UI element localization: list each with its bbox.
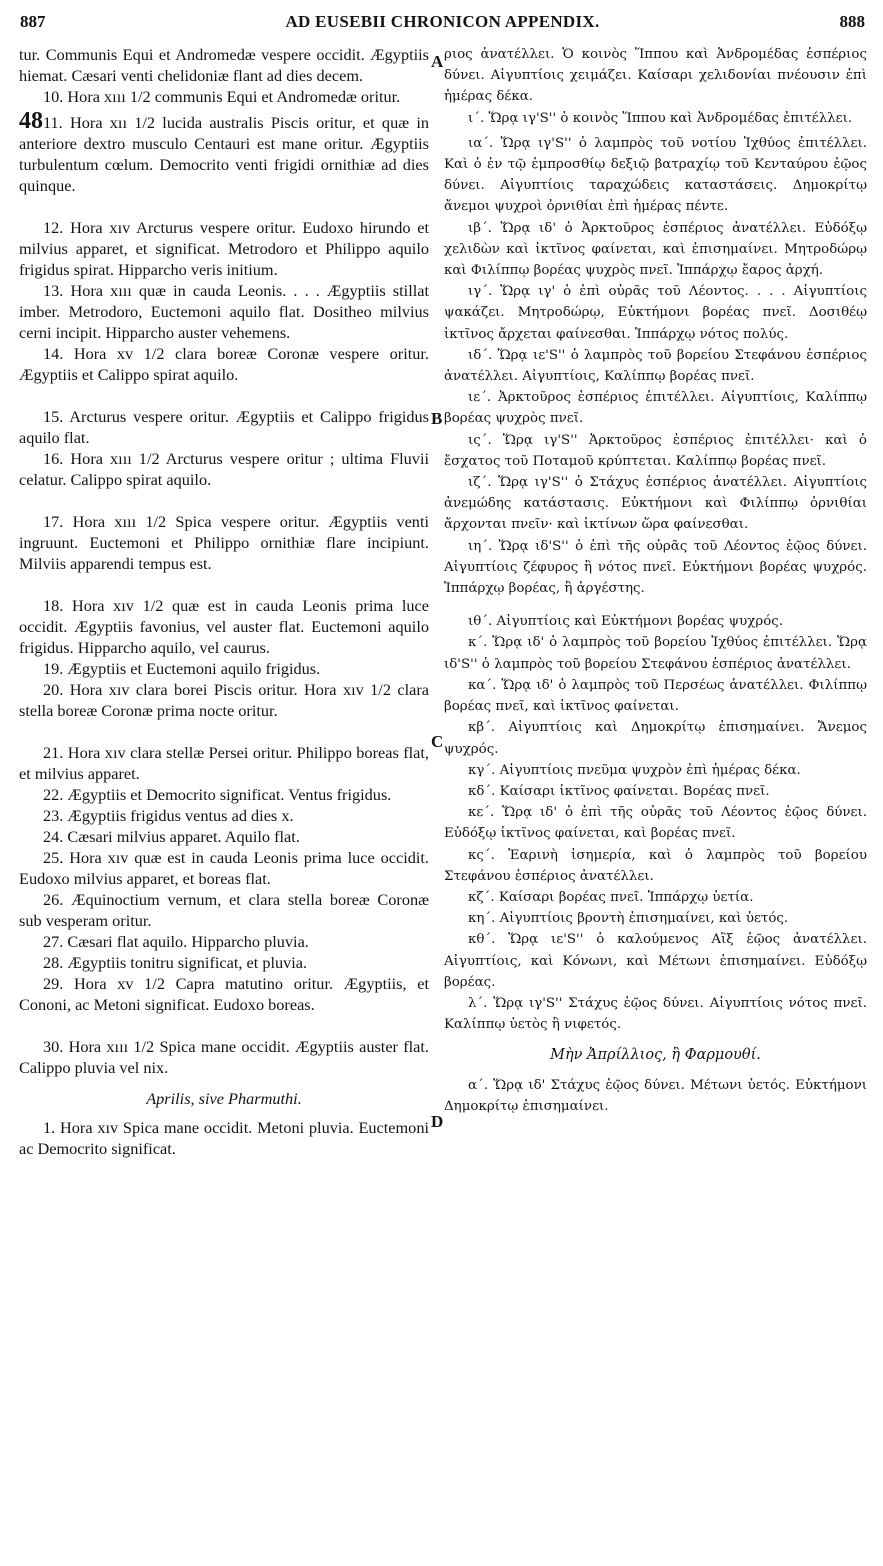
latin-entry: 12. Hora xıv Arcturus vespere oritur. Eudoxo hirundo et milvius apparet, et significat. Metrodoro et Philippo aquilo frigidus spirat. Hipparcho veris initium. [19, 218, 429, 279]
greek-entry: ι΄. Ὥρᾳ ιγ'S'' ὁ κοινὸς Ἵππου καὶ Ἀνδρομέδας ἐπιτέλλει. [468, 110, 853, 126]
greek-column [444, 44, 867, 1117]
greek-entry: κγ΄. Αἰγυπτίοις πνεῦμα ψυχρὸν ἐπὶ ἡμέρας δέκα. [468, 762, 801, 778]
greek-entry: κβ΄. Αἰγυπτίοις καὶ Δημοκρίτῳ ἐπισημαίνει. Ἄνεμος ψυχρός. [444, 720, 867, 757]
greek-entry: κη΄. Αἰγυπτίοις βροντὴ ἐπισημαίνει, καὶ ὑετός. [468, 911, 789, 927]
greek-entry: κς΄. Ἐαρινὴ ἰσημερία, καὶ ὁ λαμπρὸς τοῦ βορείου Στεφάνου ἑσπέριος ἀνατέλλει. [444, 847, 867, 884]
running-title: AD EUSEBII CHRONICON APPENDIX. [285, 12, 600, 31]
latin-entry: 26. Æquinoctium vernum, et clara stella boreæ Coronæ sub vesperam oritur. [19, 890, 429, 930]
latin-entry: 10. Hora xııı 1/2 communis Equi et Andromedæ oritur. [43, 87, 401, 106]
page-number-right: 888 [839, 12, 865, 31]
latin-entry: 19. Ægyptiis et Euctemoni aquilo frigidus. [43, 659, 321, 678]
greek-entry: ιδ΄. Ὥρᾳ ιε'S'' ὁ λαμπρὸς τοῦ βορείου Στεφάνου ἑσπέριος ἀνατέλλει. Αἰγυπτίοις, Καλίππῳ βορέας πνεῖ. [444, 347, 867, 385]
greek-entry: ια΄. Ὥρᾳ ιγ'S'' ὁ λαμπρὸς τοῦ νοτίου Ἰχθύος ἐπιτέλλει. Καὶ ὁ ἐν τῷ ἐμπροσθίῳ δεξιῷ βατραχίῳ τοῦ Κενταύρου ἑῷος δύνει. Αἰγυπτίοις ταραχώδεις καταστάσεις. Δημοκρίτῳ ἄνεμοι ψυχροὶ ὀρνιθίαι ἐπὶ ἡμέρας πέντε. [444, 135, 867, 215]
latin-entry: 24. Cæsari milvius apparet. Aquilo flat. [43, 827, 300, 846]
latin-entry: 29. Hora xv 1/2 Capra matutino oritur. Ægyptiis, et Cononi, ac Metoni significat. Eudoxo boreas. [19, 974, 429, 1014]
latin-column [19, 44, 429, 1159]
latin-entry: 25. Hora xıv quæ est in cauda Leonis prima luce occidit. Eudoxo milvius apparet, et boreas flat. [19, 848, 429, 888]
greek-entry: κε΄. Ὥρᾳ ιδ' ὁ ἐπὶ τῆς οὐρᾶς τοῦ Λέοντος ἑῷος δύνει. Εὐδόξῳ ἰκτῖνος φαίνεται, καὶ βορέας πνεῖ. [444, 805, 867, 842]
greek-entry: κα΄. Ὥρᾳ ιδ' ὁ λαμπρὸς τοῦ Περσέως ἀνατέλλει. Φιλίππῳ βορέας πνεῖ, καὶ ἰκτῖνος φαίνεται. [444, 677, 867, 715]
greek-entry: κζ΄. Καίσαρι βορέας πνεῖ. Ἱππάρχῳ ὑετία. [468, 889, 754, 905]
margin-mark-a: A [431, 52, 444, 71]
greek-entry: ριος ἀνατέλλει. Ὁ κοινὸς Ἵππου καὶ Ἀνδρομέδας ἑσπέριος δύνει. Αἰγυπτίοις χειμάζει. Καίσαρι χελιδονίαι πνέουσιν ἐπὶ ἡμέρας δέκα. [444, 47, 867, 105]
latin-entry: 21. Hora xıv clara stellæ Persei oritur. Philippo boreas flat, et milvius apparet. [19, 743, 429, 783]
margin-mark-d: D [431, 1112, 444, 1131]
greek-entry: α΄. Ὥρᾳ ιδ' Στάχυς ἑῷος δύνει. Μέτωνι ὑετός. Εὐκτήμονι Δημοκρίτῳ ἐπισημαίνει. [444, 1077, 867, 1114]
page-number-left: 887 [20, 12, 46, 31]
greek-entry: ις΄. Ὥρᾳ ιγ'S'' Ἀρκτοῦρος ἑσπέριος ἐπιτέλλει· καὶ ὁ ἔσχατος τοῦ Ποταμοῦ κρύπτεται. Καλίππῳ βορέας πνεῖ. [444, 432, 867, 469]
latin-entry: 14. Hora xv 1/2 clara boreæ Coronæ vespere oritur. Ægyptiis et Calippo spirat aquilo. [19, 344, 429, 384]
month-heading: Μὴν Ἀπρίλλιος, ἢ Φαρμουθί. [550, 1047, 761, 1064]
latin-entry: 27. Cæsari flat aquilo. Hipparcho pluvia. [43, 932, 309, 951]
page-header [20, 12, 865, 38]
latin-entry: 28. Ægyptiis tonitru significat, et pluvia. [43, 953, 308, 972]
greek-entry: κ΄. Ὥρᾳ ιδ' ὁ λαμπρὸς τοῦ βορείου Ἰχθύος ἐπιτέλλει. Ὥρᾳ ιδ'S'' ὁ λαμπρὸς τοῦ βορείου Στεφάνου ἑσπέριος ἀνατέλλει. [444, 635, 867, 672]
line-number: 48 [19, 108, 43, 134]
greek-entry: λ΄. Ὥρᾳ ιγ'S'' Στάχυς ἑῷος δύνει. Αἰγυπτίοις νότος πνεῖ. Καλίππῳ ὑετὸς ἢ νιφετός. [444, 995, 867, 1033]
latin-entry: 1. Hora xıv Spica mane occidit. Metoni pluvia. Euctemoni ac Democrito significat. [19, 1118, 429, 1158]
latin-entry: 16. Hora xııı 1/2 Arcturus vespere oritur ; ultima Fluvii celatur. Calippo spirat aquilo. [19, 449, 429, 489]
month-heading: Aprilis, sive Pharmuthi. [146, 1089, 302, 1108]
latin-entry: 13. Hora xııı quæ in cauda Leonis. . . . Ægyptiis stillat imber. Metrodoro, Euctemoni aquilo flat. Dositheo milvius cerni incipit. Hipparcho auster vehemens. [19, 281, 429, 342]
latin-entry: 18. Hora xıv 1/2 quæ est in cauda Leonis prima luce occidit. Ægyptiis favonius, vel auster flat. Euctemoni aquilo frigidus. Hipparcho aquilo, vel caurus. [19, 596, 429, 657]
greek-entry: ιε΄. Ἀρκτοῦρος ἑσπέριος ἐπιτέλλει. Αἰγυπτίοις, Καλίππῳ βορέας ψυχρὸς πνεῖ. [444, 390, 867, 427]
latin-entry: 17. Hora xııı 1/2 Spica vespere oritur. Ægyptiis venti ingruunt. Euctemoni et Philippo ornithiæ flare incipiunt. Milviis apparendi tempus est. [19, 512, 429, 573]
greek-entry: ιζ΄. Ὥρᾳ ιγ'S'' ὁ Στάχυς ἑσπέριος ἀνατέλλει. Αἰγυπτίοις ἀνεμώδης κατάστασις. Εὐκτήμονι καὶ Φιλίππῳ ὀρνιθίαι ἄρχονται πνεῖν· καὶ ἰκτίνων ὥρα φαίνεσθαι. [444, 475, 867, 533]
latin-entry: tur. Communis Equi et Andromedæ vespere occidit. Ægyptiis hiemat. Cæsari venti chelidoniæ flant ad dies decem. [19, 45, 429, 85]
latin-entry: 20. Hora xıv clara borei Piscis oritur. Hora xıv 1/2 clara stella boreæ Coronæ prima nocte oritur. [19, 680, 429, 720]
greek-entry: ιη΄. Ὥρᾳ ιδ'S'' ὁ ἐπὶ τῆς οὐρᾶς τοῦ Λέοντος ἑῷος δύνει. Αἰγυπτίοις ζέφυρος ἢ νότος πνεῖ. Εὐκτήμονι βορέας ψυχρός. Ἱππάρχῳ βορέας, ἢ ἀργέστης. [444, 538, 867, 597]
latin-entry: 30. Hora xııı 1/2 Spica mane occidit. Ægyptiis auster flat. Calippo pluvia vel nix. [19, 1037, 429, 1077]
latin-entry: 22. Ægyptiis et Democrito significat. Ventus frigidus. [43, 785, 392, 804]
margin-mark-c: C [431, 732, 444, 751]
latin-entry: 15. Arcturus vespere oritur. Ægyptiis et Calippo frigidus aquilo flat. [19, 407, 429, 447]
greek-entry: ιθ΄. Αἰγυπτίοις καὶ Εὐκτήμονι βορέας ψυχρός. [468, 614, 784, 630]
greek-entry: ιγ΄. Ὥρᾳ ιγ' ὁ ἐπὶ οὐρᾶς τοῦ Λέοντος. . . . Αἰγυπτίοις ψακάζει. Μητροδώρῳ, Εὐκτήμονι βορέας πνεῖ. Δοσιθέῳ ἰκτῖνος ἄρχεται φαίνεσθαι. Ἱππάρχῳ νότος πολύς. [444, 284, 867, 342]
latin-entry: 4811. Hora xıı 1/2 lucida australis Piscis oritur, et quæ in anteriore dextro musculo Centauri est mane oritur. Ægyptiis turbulentum cœlum. Democrito venti frigidi ornithiæ ad dies quinque. [19, 108, 429, 195]
margin-mark-b: B [431, 409, 443, 428]
greek-entry: κθ΄. Ὥρᾳ ιε'S'' ὁ καλούμενος Αἲξ ἑῷος ἀνατέλλει. Αἰγυπτίοις, καὶ Κόνωνι, καὶ Μέτωνι ἐπισημαίνει. Εὐδόξῳ βορέας. [444, 932, 867, 990]
greek-entry: κδ΄. Καίσαρι ἰκτῖνος φαίνεται. Βορέας πνεῖ. [468, 783, 770, 799]
latin-entry: 23. Ægyptiis frigidus ventus ad dies x. [43, 806, 294, 825]
greek-entry: ιβ΄. Ὥρᾳ ιδ' ὁ Ἀρκτοῦρος ἑσπέριος ἀνατέλλει. Εὐδόξῳ χελιδὼν καὶ ἰκτῖνος φαίνεται, καὶ ἐπισημαίνει. Μητροδώρῳ καὶ Φιλίππῳ βορέας ψυχρὸς πνεῖ. Ἱππάρχῳ ἔαρος ἀρχή. [444, 220, 867, 279]
